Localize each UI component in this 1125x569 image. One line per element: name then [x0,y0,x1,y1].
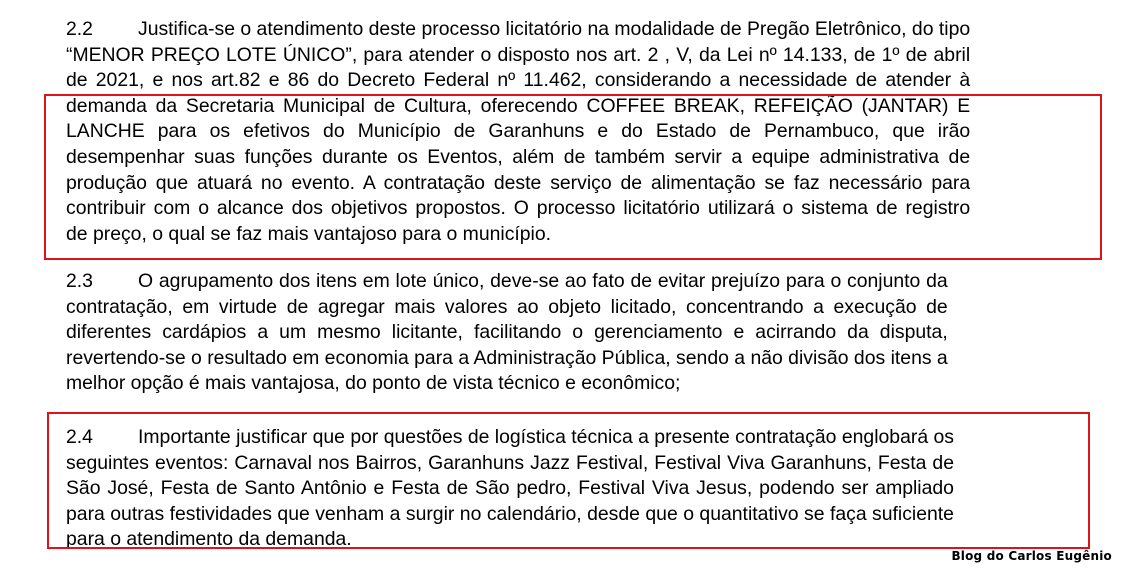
paragraph-line: de preço, o qual se faz mais vantajoso para o município. [66,222,552,245]
paragraph-number: 2.3 [66,270,93,292]
paragraph-line: contratação, em virtude de agregar mais valores ao objeto licitado, concentrando a execução de [66,295,948,318]
paragraph-line: São José, Festa de Santo Antônio e Festa de São pedro, Festival Viva Jesus, podendo ser ampliado [66,477,954,500]
paragraph-line: “MENOR PREÇO LOTE ÚNICO”, para atender o disposto nos art. 2 , V, da Lei nº 14.133, de 1º de abril [66,43,971,66]
paragraph-line: desempenhar suas funções durante os Eventos, além de também servir a equipe administrativa de [66,145,971,168]
paragraph-line: 2.4 Importante justificar que por questões de logística técnica a presente contratação englobará os [66,425,954,451]
paragraph-line: contribuir com o alcance dos objetivos propostos. O processo licitatório utilizará o sistema de registro [66,197,971,220]
paragraph-line: LANCHE para os efetivos do Município de Garanhuns e do Estado de Pernambuco, que irão [66,120,971,143]
paragraph-2-3 [66,269,948,397]
paragraph-line: de 2021, e nos art.82 e 86 do Decreto Federal nº 11.462, considerando a necessidade de atender à [66,69,971,92]
paragraph-number: 2.4 [66,426,93,448]
paragraph-line: 2.3 O agrupamento dos itens em lote único, deve-se ao fato de evitar prejuízo para o conjunto da [66,269,948,295]
paragraph-line: produção que atuará no evento. A contratação deste serviço de alimentação se faz necessário para [66,171,971,194]
paragraph-line: para o atendimento da demanda. [66,528,352,551]
highlight-box-2-2 [44,94,1102,260]
paragraph-line: melhor opção é mais vantajosa, do ponto de vista técnico e econômico; [66,372,681,395]
paragraph-line: demanda da Secretaria Municipal de Cultura, oferecendo COFFEE BREAK, REFEIÇÃO (JANTAR) E [66,94,971,117]
paragraph-line: seguintes eventos: Carnaval nos Bairros, Garanhuns Jazz Festival, Festival Viva Garanhuns, Festa de [66,451,954,474]
paragraph-line: 2.2 Justifica-se o atendimento deste processo licitatório na modalidade de Pregão Eletrônico, do tipo [66,17,970,43]
watermark: Blog do Carlos Eugênio [951,549,1112,563]
paragraph-line: para outras festividades que venham a surgir no calendário, desde que o quantitativo se faça suficiente [66,502,954,525]
paragraph-number: 2.2 [66,18,93,40]
paragraph-line: revertendo-se o resultado em economia para a Administração Pública, sendo a não divisão dos itens a [66,346,948,369]
paragraph-line: diferentes cardápios a um mesmo licitante, facilitando o gerenciamento e acirrando da disputa, [66,321,948,344]
highlight-box-2-4 [47,412,1090,549]
